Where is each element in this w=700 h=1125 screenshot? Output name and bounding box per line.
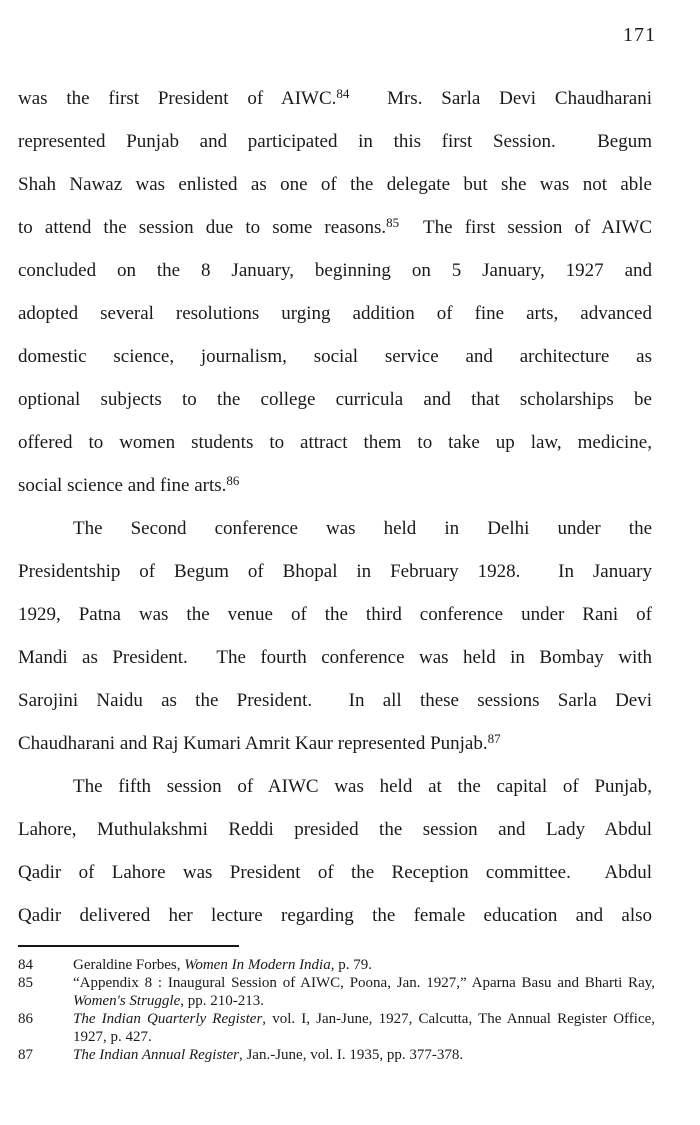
text-segment: Mandi as President. The fourth conference was held in Bombay with (18, 647, 652, 668)
footnote-text (73, 1046, 655, 1064)
text-segment: concluded on the 8 January, beginning on 5 January, 1927 and (18, 260, 652, 281)
body-line (18, 765, 652, 808)
text-segment: Shah Nawaz was enlisted as one of the delegate but she was not able (18, 174, 652, 195)
text-segment: optional subjects to the college curricula and that scholarships be (18, 389, 652, 410)
body-line (18, 292, 652, 335)
text-segment: Lahore, Muthulakshmi Reddi presided the session and Lady Abdul (18, 819, 652, 840)
page-number: 171 (623, 24, 656, 46)
text-segment: “Appendix 8 : Inaugural Session of AIWC, Poona, Jan. 1927,” Aparna Basu and Bharti Ray, (73, 975, 655, 991)
footnotes-section (18, 956, 655, 1064)
footnote-text (73, 974, 655, 1010)
body-line (18, 507, 652, 550)
text-segment: Women's Struggle (73, 993, 181, 1009)
text-segment: offered to women students to attract them to take up law, medicine, (18, 432, 652, 453)
body-line (18, 550, 652, 593)
body-line (18, 206, 652, 249)
body-line (18, 249, 652, 292)
body-line (18, 808, 652, 851)
text-segment: , vol. I, Jan-June, 1927, Calcutta, The Annual Register Office, (262, 1011, 656, 1027)
body-line (18, 464, 652, 507)
footnote-number: 84 (18, 957, 33, 973)
footnote-number: 85 (18, 975, 33, 991)
body-line (18, 636, 652, 679)
text-segment: to attend the session due to some reasons. (18, 217, 387, 238)
body-line (18, 77, 652, 120)
text-segment: Sarojini Naidu as the President. In all these sessions Sarla Devi (18, 690, 652, 711)
body-line (18, 722, 652, 765)
text-segment: Chaudharani and Raj Kumari Amrit Kaur represented Punjab. (18, 733, 488, 754)
footnote (18, 1046, 655, 1064)
body-line (18, 679, 652, 722)
footnote-separator (18, 945, 239, 947)
footnote-ref: 84 (336, 85, 350, 101)
body-text (18, 77, 652, 937)
text-segment: Women In Modern India (184, 957, 331, 973)
body-line (18, 421, 652, 464)
body-line (18, 894, 652, 937)
text-segment: social science and fine arts. (18, 475, 227, 496)
text-segment: adopted several resolutions urging addition of fine arts, advanced (18, 303, 652, 324)
footnote (18, 974, 655, 1010)
text-segment: domestic science, journalism, social service and architecture as (18, 346, 652, 367)
text-segment: , Jan.-June, vol. I. 1935, pp. 377-378. (238, 1047, 464, 1063)
footnote-ref: 85 (386, 214, 400, 230)
footnote-number: 86 (18, 1011, 33, 1027)
body-line (18, 120, 652, 163)
footnote-number: 87 (18, 1047, 33, 1063)
text-segment: The fifth session of AIWC was held at the capital of Punjab, (73, 776, 652, 797)
body-line (18, 593, 652, 636)
footnote-text (73, 1010, 655, 1046)
text-segment: Geraldine Forbes, (73, 957, 185, 973)
footnote-text (73, 956, 655, 974)
text-segment: , pp. 210-213. (180, 993, 264, 1009)
body-line (18, 378, 652, 421)
footnote-ref: 86 (226, 472, 240, 488)
text-segment: The first session of AIWC (399, 217, 652, 238)
text-segment: The Second conference was held in Delhi under the (73, 518, 652, 539)
text-segment: , p. 79. (330, 957, 372, 973)
body-line (18, 335, 652, 378)
body-line (18, 163, 652, 206)
text-segment: 1927, p. 427. (73, 1029, 152, 1045)
text-segment: Qadir of Lahore was President of the Reception committee. Abdul (18, 862, 652, 883)
text-segment: was the first President of AIWC. (18, 88, 337, 109)
footnote (18, 956, 655, 974)
text-segment: Mrs. Sarla Devi Chaudharani (349, 88, 652, 109)
footnote (18, 1010, 655, 1046)
footnote-ref: 87 (487, 730, 501, 746)
text-segment: The Indian Annual Register (73, 1047, 239, 1063)
text-segment: represented Punjab and participated in this first Session. Begum (18, 131, 652, 152)
text-segment: Presidentship of Begum of Bhopal in February 1928. In January (18, 561, 652, 582)
text-segment: Qadir delivered her lecture regarding the female education and also (18, 905, 652, 926)
text-segment: 1929, Patna was the venue of the third conference under Rani of (18, 604, 652, 625)
body-line (18, 851, 652, 894)
text-segment: The Indian Quarterly Register (73, 1011, 263, 1027)
